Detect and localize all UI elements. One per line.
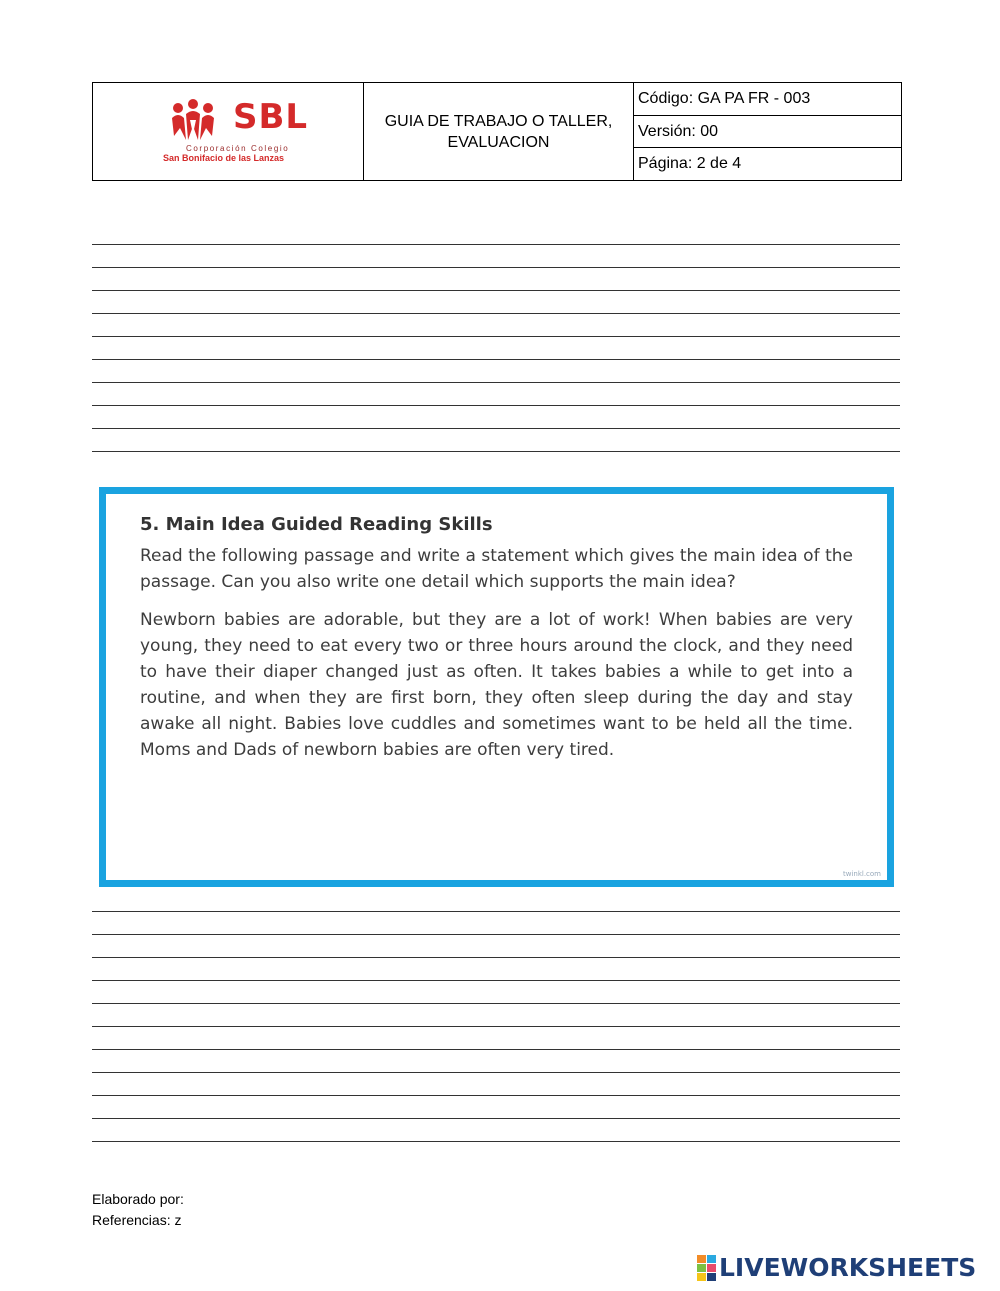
answer-line[interactable] <box>92 336 900 337</box>
answer-line[interactable] <box>92 934 900 935</box>
referencias-label: Referencias: z <box>92 1212 182 1228</box>
elaborado-label: Elaborado por: <box>92 1191 184 1207</box>
answer-line[interactable] <box>92 267 900 268</box>
answer-line[interactable] <box>92 290 900 291</box>
school-logo-icon <box>168 98 218 142</box>
answer-line[interactable] <box>92 1095 900 1096</box>
answer-line[interactable] <box>92 980 900 981</box>
reading-heading: 5. Main Idea Guided Reading Skills <box>140 514 493 535</box>
reading-passage: Newborn babies are adorable, but they are a lot of work! When babies are very young, they need to eat every two or three hours around the clock, and they need to have their diaper changed just as often. It takes babies a while to get into a routine, and when they are first born, they often sleep during the day and stay awake all night. Babies love cuddles and sometimes want to be held all the time. Moms and Dads of newborn babies are often very tired. <box>140 610 853 760</box>
logo-subtitle: Corporación Colegio <box>186 144 290 153</box>
logo-brand-text: SBL <box>233 97 309 137</box>
answer-line[interactable] <box>92 1118 900 1119</box>
answer-line[interactable] <box>92 451 900 452</box>
answer-line[interactable] <box>92 244 900 245</box>
liveworksheets-brand[interactable] <box>697 1253 976 1282</box>
answer-line[interactable] <box>92 957 900 958</box>
footer <box>92 1189 184 1231</box>
liveworksheets-wordmark: LIVEWORKSHEETS <box>719 1253 977 1282</box>
title-line-2: EVALUACION <box>447 133 550 151</box>
answer-line[interactable] <box>92 382 900 383</box>
logo-school-name: San Bonifacio de las Lanzas <box>163 153 285 163</box>
liveworksheets-logo-icon <box>697 1255 716 1281</box>
answer-line[interactable] <box>92 1141 900 1142</box>
logo-cell <box>93 83 364 180</box>
document-header <box>92 82 902 181</box>
answer-line[interactable] <box>92 1049 900 1050</box>
answer-line[interactable] <box>92 359 900 360</box>
answer-line[interactable] <box>92 1026 900 1027</box>
codigo-field: Código: GA PA FR - 003 <box>634 83 901 116</box>
answer-line[interactable] <box>92 911 900 912</box>
answer-line[interactable] <box>92 405 900 406</box>
answer-line[interactable] <box>92 428 900 429</box>
reading-instructions: Read the following passage and write a statement which gives the main idea of the passage. Can you also write one detail which supports the main idea? <box>140 546 853 592</box>
credit-text: twinkl.com <box>842 870 881 878</box>
document-meta <box>634 83 901 180</box>
answer-line[interactable] <box>92 1003 900 1004</box>
title-line-1: GUIA DE TRABAJO O TALLER, <box>384 112 613 130</box>
pagina-field: Página: 2 de 4 <box>638 155 742 173</box>
version-field: Versión: 00 <box>634 116 901 149</box>
answer-line[interactable] <box>92 1072 900 1073</box>
reading-passage-box <box>99 487 894 887</box>
answer-line[interactable] <box>92 313 900 314</box>
document-title <box>364 83 634 180</box>
